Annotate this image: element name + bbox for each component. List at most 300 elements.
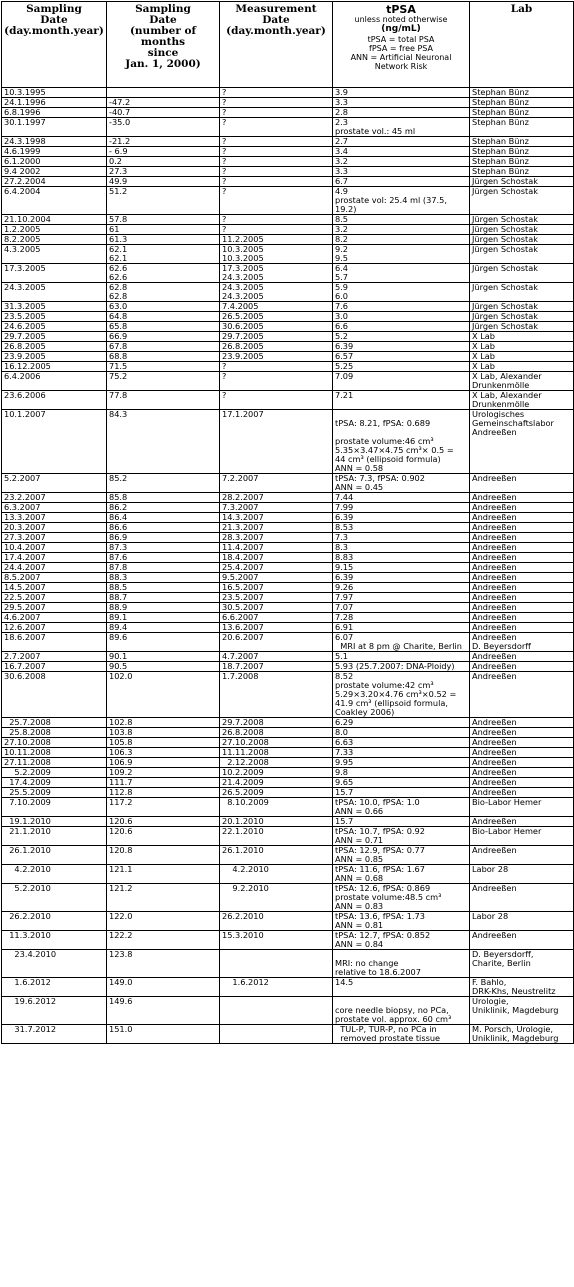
cell-measurement-date	[220, 342, 333, 352]
cell-months-since-2000-text: 103.8	[109, 727, 133, 737]
cell-tpsa	[333, 997, 470, 1025]
cell-months-since-2000	[107, 758, 220, 768]
cell-measurement-date	[220, 788, 333, 798]
header-line: since	[147, 47, 179, 59]
cell-sampling-date-text: 8.2.2005	[4, 234, 41, 244]
cell-sampling-date-text: 27.2.2004	[4, 176, 46, 186]
cell-sampling-date-text: 4.2.2010	[4, 864, 51, 874]
cell-sampling-date-text: 25.8.2008	[4, 727, 51, 737]
cell-tpsa-line: tPSA: 7.3, fPSA: 0.902	[335, 473, 425, 483]
cell-lab	[470, 912, 574, 931]
cell-tpsa-line: 14.5	[335, 977, 354, 987]
cell-sampling-date	[2, 523, 107, 533]
cell-measurement-date-text: 2.12.2008	[222, 757, 269, 767]
cell-lab-line: Jürgen Schostak	[472, 244, 538, 254]
cell-lab-line: Jürgen Schostak	[472, 176, 538, 186]
cell-sampling-date-text: 2.7.2007	[4, 651, 41, 661]
cell-tpsa-line: TUL-P, TUR-P, no PCa in	[335, 1024, 437, 1034]
cell-tpsa-line: 9.65	[335, 777, 354, 787]
cell-months-since-2000-text: 62.8 62.8	[109, 282, 128, 301]
cell-months-since-2000-text: 62.6 62.6	[109, 263, 128, 282]
cell-sampling-date	[2, 997, 107, 1025]
cell-lab	[470, 225, 574, 235]
cell-months-since-2000-text: 90.1	[109, 651, 128, 661]
cell-months-since-2000	[107, 846, 220, 865]
table-row	[2, 543, 574, 553]
cell-lab-line: Andreeßen	[472, 592, 517, 602]
cell-tpsa	[333, 718, 470, 728]
cell-lab-line: Andreeßen	[472, 757, 517, 767]
cell-tpsa	[333, 672, 470, 718]
cell-months-since-2000	[107, 215, 220, 225]
cell-tpsa-line: 9.8	[335, 767, 349, 777]
cell-tpsa	[333, 662, 470, 672]
cell-months-since-2000	[107, 147, 220, 157]
cell-months-since-2000	[107, 177, 220, 187]
cell-tpsa-line: 9.26	[335, 582, 354, 592]
cell-tpsa	[333, 573, 470, 583]
cell-tpsa	[333, 215, 470, 225]
cell-lab-line: Bio-Labor Hemer	[472, 797, 542, 807]
cell-sampling-date	[2, 302, 107, 312]
cell-lab	[470, 410, 574, 474]
cell-measurement-date-text: ?	[222, 136, 227, 146]
cell-measurement-date-text: 21.4.2009	[222, 777, 264, 787]
cell-months-since-2000	[107, 157, 220, 167]
cell-measurement-date	[220, 817, 333, 827]
cell-tpsa	[333, 474, 470, 493]
table-row	[2, 553, 574, 563]
cell-months-since-2000	[107, 912, 220, 931]
table-row	[2, 573, 574, 583]
cell-lab	[470, 137, 574, 147]
header-line: (day.month.year)	[4, 25, 104, 37]
cell-measurement-date-text: 24.3.2005 24.3.2005	[222, 282, 264, 301]
cell-sampling-date-text: 31.7.2012	[4, 1024, 57, 1034]
cell-lab-line: Stephan Bünz	[472, 156, 529, 166]
cell-sampling-date	[2, 474, 107, 493]
cell-measurement-date	[220, 167, 333, 177]
cell-sampling-date	[2, 1025, 107, 1044]
table-row	[2, 264, 574, 283]
cell-measurement-date	[220, 187, 333, 215]
cell-sampling-date	[2, 322, 107, 332]
cell-tpsa-line: 6.39	[335, 512, 354, 522]
cell-lab	[470, 718, 574, 728]
cell-sampling-date-text: 31.3.2005	[4, 301, 46, 311]
cell-tpsa	[333, 225, 470, 235]
cell-lab	[470, 322, 574, 332]
cell-tpsa-line: prostate vol.: 45 ml	[335, 126, 416, 136]
header-tpsa	[333, 2, 470, 88]
cell-months-since-2000-text: 109.2	[109, 767, 133, 777]
cell-sampling-date-text: 1.6.2012	[4, 977, 51, 987]
cell-months-since-2000-text: - 6.9	[109, 146, 128, 156]
cell-measurement-date-text: ?	[222, 87, 227, 97]
cell-tpsa	[333, 563, 470, 573]
cell-months-since-2000	[107, 513, 220, 523]
cell-lab-line: Andreeßen	[472, 602, 517, 612]
cell-measurement-date-text: 28.3.2007	[222, 532, 264, 542]
cell-measurement-date-text: 26.1.2010	[222, 845, 264, 855]
cell-sampling-date	[2, 177, 107, 187]
table-row	[2, 177, 574, 187]
cell-sampling-date-text: 24.4.2007	[4, 562, 46, 572]
cell-months-since-2000-text: 61.3	[109, 234, 128, 244]
cell-sampling-date-text: 23.6.2006	[4, 390, 46, 400]
cell-months-since-2000	[107, 342, 220, 352]
cell-sampling-date	[2, 623, 107, 633]
cell-sampling-date	[2, 533, 107, 543]
cell-lab-line: Stephan Bünz	[472, 87, 529, 97]
cell-months-since-2000-text: 90.5	[109, 661, 128, 671]
cell-lab-line: Andreeßen	[472, 747, 517, 757]
cell-months-since-2000-text: 111.7	[109, 777, 133, 787]
table-row	[2, 912, 574, 931]
cell-measurement-date	[220, 391, 333, 410]
cell-measurement-date	[220, 352, 333, 362]
cell-sampling-date	[2, 362, 107, 372]
cell-tpsa-line: ANN = 0.83	[335, 901, 384, 911]
cell-months-since-2000	[107, 543, 220, 553]
cell-tpsa-line: ANN = 0.71	[335, 835, 384, 845]
cell-lab-line: Andreeßen	[472, 492, 517, 502]
cell-lab-line: Andreeßen	[472, 542, 517, 552]
cell-months-since-2000	[107, 245, 220, 264]
cell-sampling-date	[2, 543, 107, 553]
table-row	[2, 865, 574, 884]
cell-tpsa-line: 7.97	[335, 592, 354, 602]
cell-tpsa	[333, 553, 470, 563]
cell-lab-line: Jürgen Schostak	[472, 263, 538, 273]
cell-measurement-date	[220, 410, 333, 474]
cell-sampling-date-text: 9.4 2002	[4, 166, 41, 176]
table-row	[2, 603, 574, 613]
table-row	[2, 474, 574, 493]
cell-months-since-2000-text: 106.3	[109, 747, 133, 757]
cell-tpsa	[333, 147, 470, 157]
cell-months-since-2000-text: 67.8	[109, 341, 128, 351]
cell-tpsa-line: 8.3	[335, 542, 349, 552]
cell-tpsa-line: tPSA: 10.7, fPSA: 0.92	[335, 826, 425, 836]
table-row	[2, 623, 574, 633]
cell-tpsa-line: 5.93 (25.7.2007: DNA-Ploidy)	[335, 661, 455, 671]
cell-lab-line: Andreeßen	[472, 651, 517, 661]
cell-months-since-2000-text: 112.8	[109, 787, 133, 797]
cell-months-since-2000	[107, 738, 220, 748]
cell-tpsa-line: 6.0	[335, 291, 349, 301]
table-row	[2, 662, 574, 672]
cell-tpsa-line: 15.7	[335, 787, 354, 797]
cell-sampling-date	[2, 342, 107, 352]
cell-lab	[470, 563, 574, 573]
cell-months-since-2000	[107, 798, 220, 817]
table-row	[2, 503, 574, 513]
cell-tpsa	[333, 613, 470, 623]
cell-measurement-date	[220, 768, 333, 778]
cell-sampling-date	[2, 662, 107, 672]
cell-months-since-2000-text: 87.8	[109, 562, 128, 572]
cell-sampling-date-text: 27.10.2008	[4, 737, 51, 747]
cell-lab-line: X Lab	[472, 361, 495, 371]
cell-tpsa-line: 6.39	[335, 341, 354, 351]
cell-lab	[470, 778, 574, 788]
table-row	[2, 758, 574, 768]
table-row	[2, 187, 574, 215]
cell-sampling-date	[2, 118, 107, 137]
cell-lab-line: Stephan Bünz	[472, 146, 529, 156]
cell-measurement-date-text: ?	[222, 107, 227, 117]
cell-sampling-date	[2, 817, 107, 827]
cell-lab	[470, 302, 574, 312]
cell-tpsa-line: prostate volume:46 cm³	[335, 436, 434, 446]
cell-measurement-date	[220, 865, 333, 884]
header-tpsa-note: unless noted otherwise	[354, 15, 448, 24]
cell-tpsa-line: 5.29×3.20×4.76 cm³×0.52 =	[335, 689, 457, 699]
cell-measurement-date	[220, 553, 333, 563]
cell-sampling-date-text: 21.10.2004	[4, 214, 51, 224]
cell-measurement-date-text: 7.4.2005	[222, 301, 259, 311]
cell-sampling-date-text: 5.2.2007	[4, 473, 41, 483]
cell-measurement-date	[220, 718, 333, 728]
cell-tpsa-line: 7.33	[335, 747, 354, 757]
cell-tpsa	[333, 748, 470, 758]
cell-lab	[470, 1025, 574, 1044]
cell-months-since-2000-text: 88.7	[109, 592, 128, 602]
cell-measurement-date-text: 30.6.2005	[222, 321, 264, 331]
cell-sampling-date-text: 26.8.2005	[4, 341, 46, 351]
cell-months-since-2000-text: 65.8	[109, 321, 128, 331]
cell-tpsa-line: 7.07	[335, 602, 354, 612]
table-row	[2, 846, 574, 865]
cell-months-since-2000-text: 88.3	[109, 572, 128, 582]
cell-months-since-2000-text: 149.6	[109, 996, 133, 1006]
cell-measurement-date	[220, 846, 333, 865]
table-row	[2, 672, 574, 718]
table-row	[2, 391, 574, 410]
cell-months-since-2000-text: 120.8	[109, 845, 133, 855]
cell-measurement-date	[220, 513, 333, 523]
cell-sampling-date-text: 6.1.2000	[4, 156, 41, 166]
cell-sampling-date-text: 27.3.2007	[4, 532, 46, 542]
cell-sampling-date	[2, 137, 107, 147]
cell-lab	[470, 613, 574, 623]
cell-months-since-2000-text: 85.2	[109, 473, 128, 483]
table-row	[2, 827, 574, 846]
cell-months-since-2000-text: 86.6	[109, 522, 128, 532]
cell-sampling-date-text: 27.11.2008	[4, 757, 51, 767]
cell-lab	[470, 884, 574, 912]
cell-tpsa	[333, 523, 470, 533]
cell-sampling-date	[2, 352, 107, 362]
table-row	[2, 118, 574, 137]
cell-sampling-date	[2, 235, 107, 245]
cell-sampling-date-text: 25.5.2009	[4, 787, 51, 797]
header-line: (day.month.year)	[226, 25, 326, 37]
cell-lab	[470, 672, 574, 718]
cell-measurement-date	[220, 738, 333, 748]
cell-lab	[470, 846, 574, 865]
cell-lab-line: Andreeßen	[472, 502, 517, 512]
psa-history-table	[1, 1, 574, 1044]
cell-tpsa-line: 3.3	[335, 97, 349, 107]
cell-measurement-date	[220, 108, 333, 118]
table-row	[2, 493, 574, 503]
cell-measurement-date	[220, 573, 333, 583]
cell-tpsa	[333, 312, 470, 322]
cell-lab	[470, 362, 574, 372]
cell-tpsa-line: tPSA: 12.7, fPSA: 0.852	[335, 930, 431, 940]
cell-sampling-date	[2, 718, 107, 728]
cell-tpsa-line: 8.53	[335, 522, 354, 532]
cell-tpsa	[333, 157, 470, 167]
cell-tpsa	[333, 817, 470, 827]
cell-measurement-date-text: ?	[222, 176, 227, 186]
cell-sampling-date	[2, 493, 107, 503]
cell-measurement-date	[220, 931, 333, 950]
table-row	[2, 652, 574, 662]
cell-lab-line: Andreeßen	[472, 787, 517, 797]
cell-months-since-2000	[107, 167, 220, 177]
cell-sampling-date-text: 1.2.2005	[4, 224, 41, 234]
cell-sampling-date	[2, 312, 107, 322]
cell-months-since-2000	[107, 235, 220, 245]
cell-measurement-date	[220, 912, 333, 931]
cell-tpsa	[333, 410, 470, 474]
cell-tpsa-line: prostate volume:42 cm³	[335, 680, 434, 690]
cell-lab	[470, 978, 574, 997]
cell-tpsa-line: removed prostate tissue	[335, 1033, 441, 1043]
cell-lab-line: Bio-Labor Hemer	[472, 826, 542, 836]
cell-sampling-date	[2, 332, 107, 342]
cell-tpsa-line: 6.07	[335, 632, 354, 642]
cell-lab	[470, 245, 574, 264]
cell-sampling-date	[2, 788, 107, 798]
cell-months-since-2000	[107, 817, 220, 827]
cell-measurement-date-text: 10.3.2005 10.3.2005	[222, 244, 264, 263]
cell-months-since-2000-text: 62.1 62.1	[109, 244, 128, 263]
cell-lab	[470, 513, 574, 523]
cell-lab	[470, 88, 574, 98]
cell-months-since-2000-text: 149.0	[109, 977, 133, 987]
cell-sampling-date	[2, 884, 107, 912]
header-line: Date	[149, 14, 177, 26]
cell-lab	[470, 147, 574, 157]
cell-tpsa	[333, 235, 470, 245]
table-row	[2, 583, 574, 593]
cell-tpsa	[333, 108, 470, 118]
cell-measurement-date-text: 7.2.2007	[222, 473, 259, 483]
cell-tpsa-line: 3.3	[335, 166, 349, 176]
table-row	[2, 362, 574, 372]
cell-measurement-date	[220, 225, 333, 235]
cell-lab	[470, 603, 574, 613]
cell-tpsa-line: 8.0	[335, 727, 349, 737]
cell-sampling-date-text: 6.3.2007	[4, 502, 41, 512]
header-measurement-date	[220, 2, 333, 88]
cell-measurement-date	[220, 593, 333, 603]
cell-lab-line: Andreeßen	[472, 727, 517, 737]
cell-tpsa	[333, 513, 470, 523]
cell-months-since-2000-text: 123.8	[109, 949, 133, 959]
cell-lab-line: X Lab, Alexander	[472, 390, 542, 400]
cell-months-since-2000	[107, 633, 220, 652]
cell-tpsa-line: 9.15	[335, 562, 354, 572]
cell-sampling-date	[2, 225, 107, 235]
cell-months-since-2000	[107, 931, 220, 950]
cell-sampling-date	[2, 88, 107, 98]
cell-measurement-date	[220, 623, 333, 633]
cell-sampling-date	[2, 147, 107, 157]
cell-tpsa-line: tPSA: 8.21, fPSA: 0.689	[335, 418, 431, 428]
cell-sampling-date	[2, 633, 107, 652]
cell-measurement-date-text: 25.4.2007	[222, 562, 264, 572]
cell-sampling-date	[2, 613, 107, 623]
cell-sampling-date	[2, 283, 107, 302]
cell-tpsa-line: prostate vol. approx. 60 cm³	[335, 1014, 452, 1024]
cell-months-since-2000-text: 120.6	[109, 826, 133, 836]
cell-tpsa	[333, 603, 470, 613]
cell-months-since-2000	[107, 827, 220, 846]
cell-sampling-date-text: 18.6.2007	[4, 632, 46, 642]
cell-tpsa-line: 8.5	[335, 214, 349, 224]
cell-sampling-date-text: 29.5.2007	[4, 602, 46, 612]
table-row	[2, 98, 574, 108]
cell-measurement-date	[220, 613, 333, 623]
cell-lab-line: Labor 28	[472, 864, 509, 874]
cell-measurement-date	[220, 1025, 333, 1044]
cell-months-since-2000	[107, 322, 220, 332]
cell-measurement-date	[220, 493, 333, 503]
cell-tpsa-line: 4.9	[335, 186, 349, 196]
cell-sampling-date	[2, 264, 107, 283]
cell-months-since-2000-text: 63.0	[109, 301, 128, 311]
table-row	[2, 738, 574, 748]
cell-lab	[470, 391, 574, 410]
cell-measurement-date-text: ?	[222, 166, 227, 176]
cell-lab-line: Jürgen Schostak	[472, 214, 538, 224]
cell-months-since-2000-text: 121.1	[109, 864, 133, 874]
cell-measurement-date	[220, 662, 333, 672]
cell-months-since-2000	[107, 748, 220, 758]
table-row	[2, 884, 574, 912]
header-tpsa-title: tPSA	[386, 3, 416, 16]
cell-lab-line: D. Beyersdorff,	[472, 949, 534, 959]
cell-lab	[470, 283, 574, 302]
cell-measurement-date-text: 16.5.2007	[222, 582, 264, 592]
cell-lab	[470, 342, 574, 352]
cell-sampling-date-text: 8.5.2007	[4, 572, 41, 582]
header-line: Sampling	[135, 3, 191, 15]
cell-months-since-2000-text: 61	[109, 224, 120, 234]
cell-sampling-date	[2, 503, 107, 513]
table-row	[2, 108, 574, 118]
cell-tpsa-line: 3.2	[335, 224, 349, 234]
cell-measurement-date	[220, 137, 333, 147]
cell-lab	[470, 264, 574, 283]
table-header	[2, 2, 574, 88]
cell-sampling-date-text: 23.2.2007	[4, 492, 46, 502]
cell-months-since-2000-text: 102.8	[109, 717, 133, 727]
table-row	[2, 613, 574, 623]
cell-tpsa-line: 5.1	[335, 651, 349, 661]
cell-months-since-2000-text: 71.5	[109, 361, 128, 371]
cell-sampling-date-text: 13.3.2007	[4, 512, 46, 522]
cell-measurement-date-text: ?	[222, 97, 227, 107]
cell-months-since-2000-text: 151.0	[109, 1024, 133, 1034]
cell-measurement-date	[220, 633, 333, 652]
cell-months-since-2000	[107, 1025, 220, 1044]
